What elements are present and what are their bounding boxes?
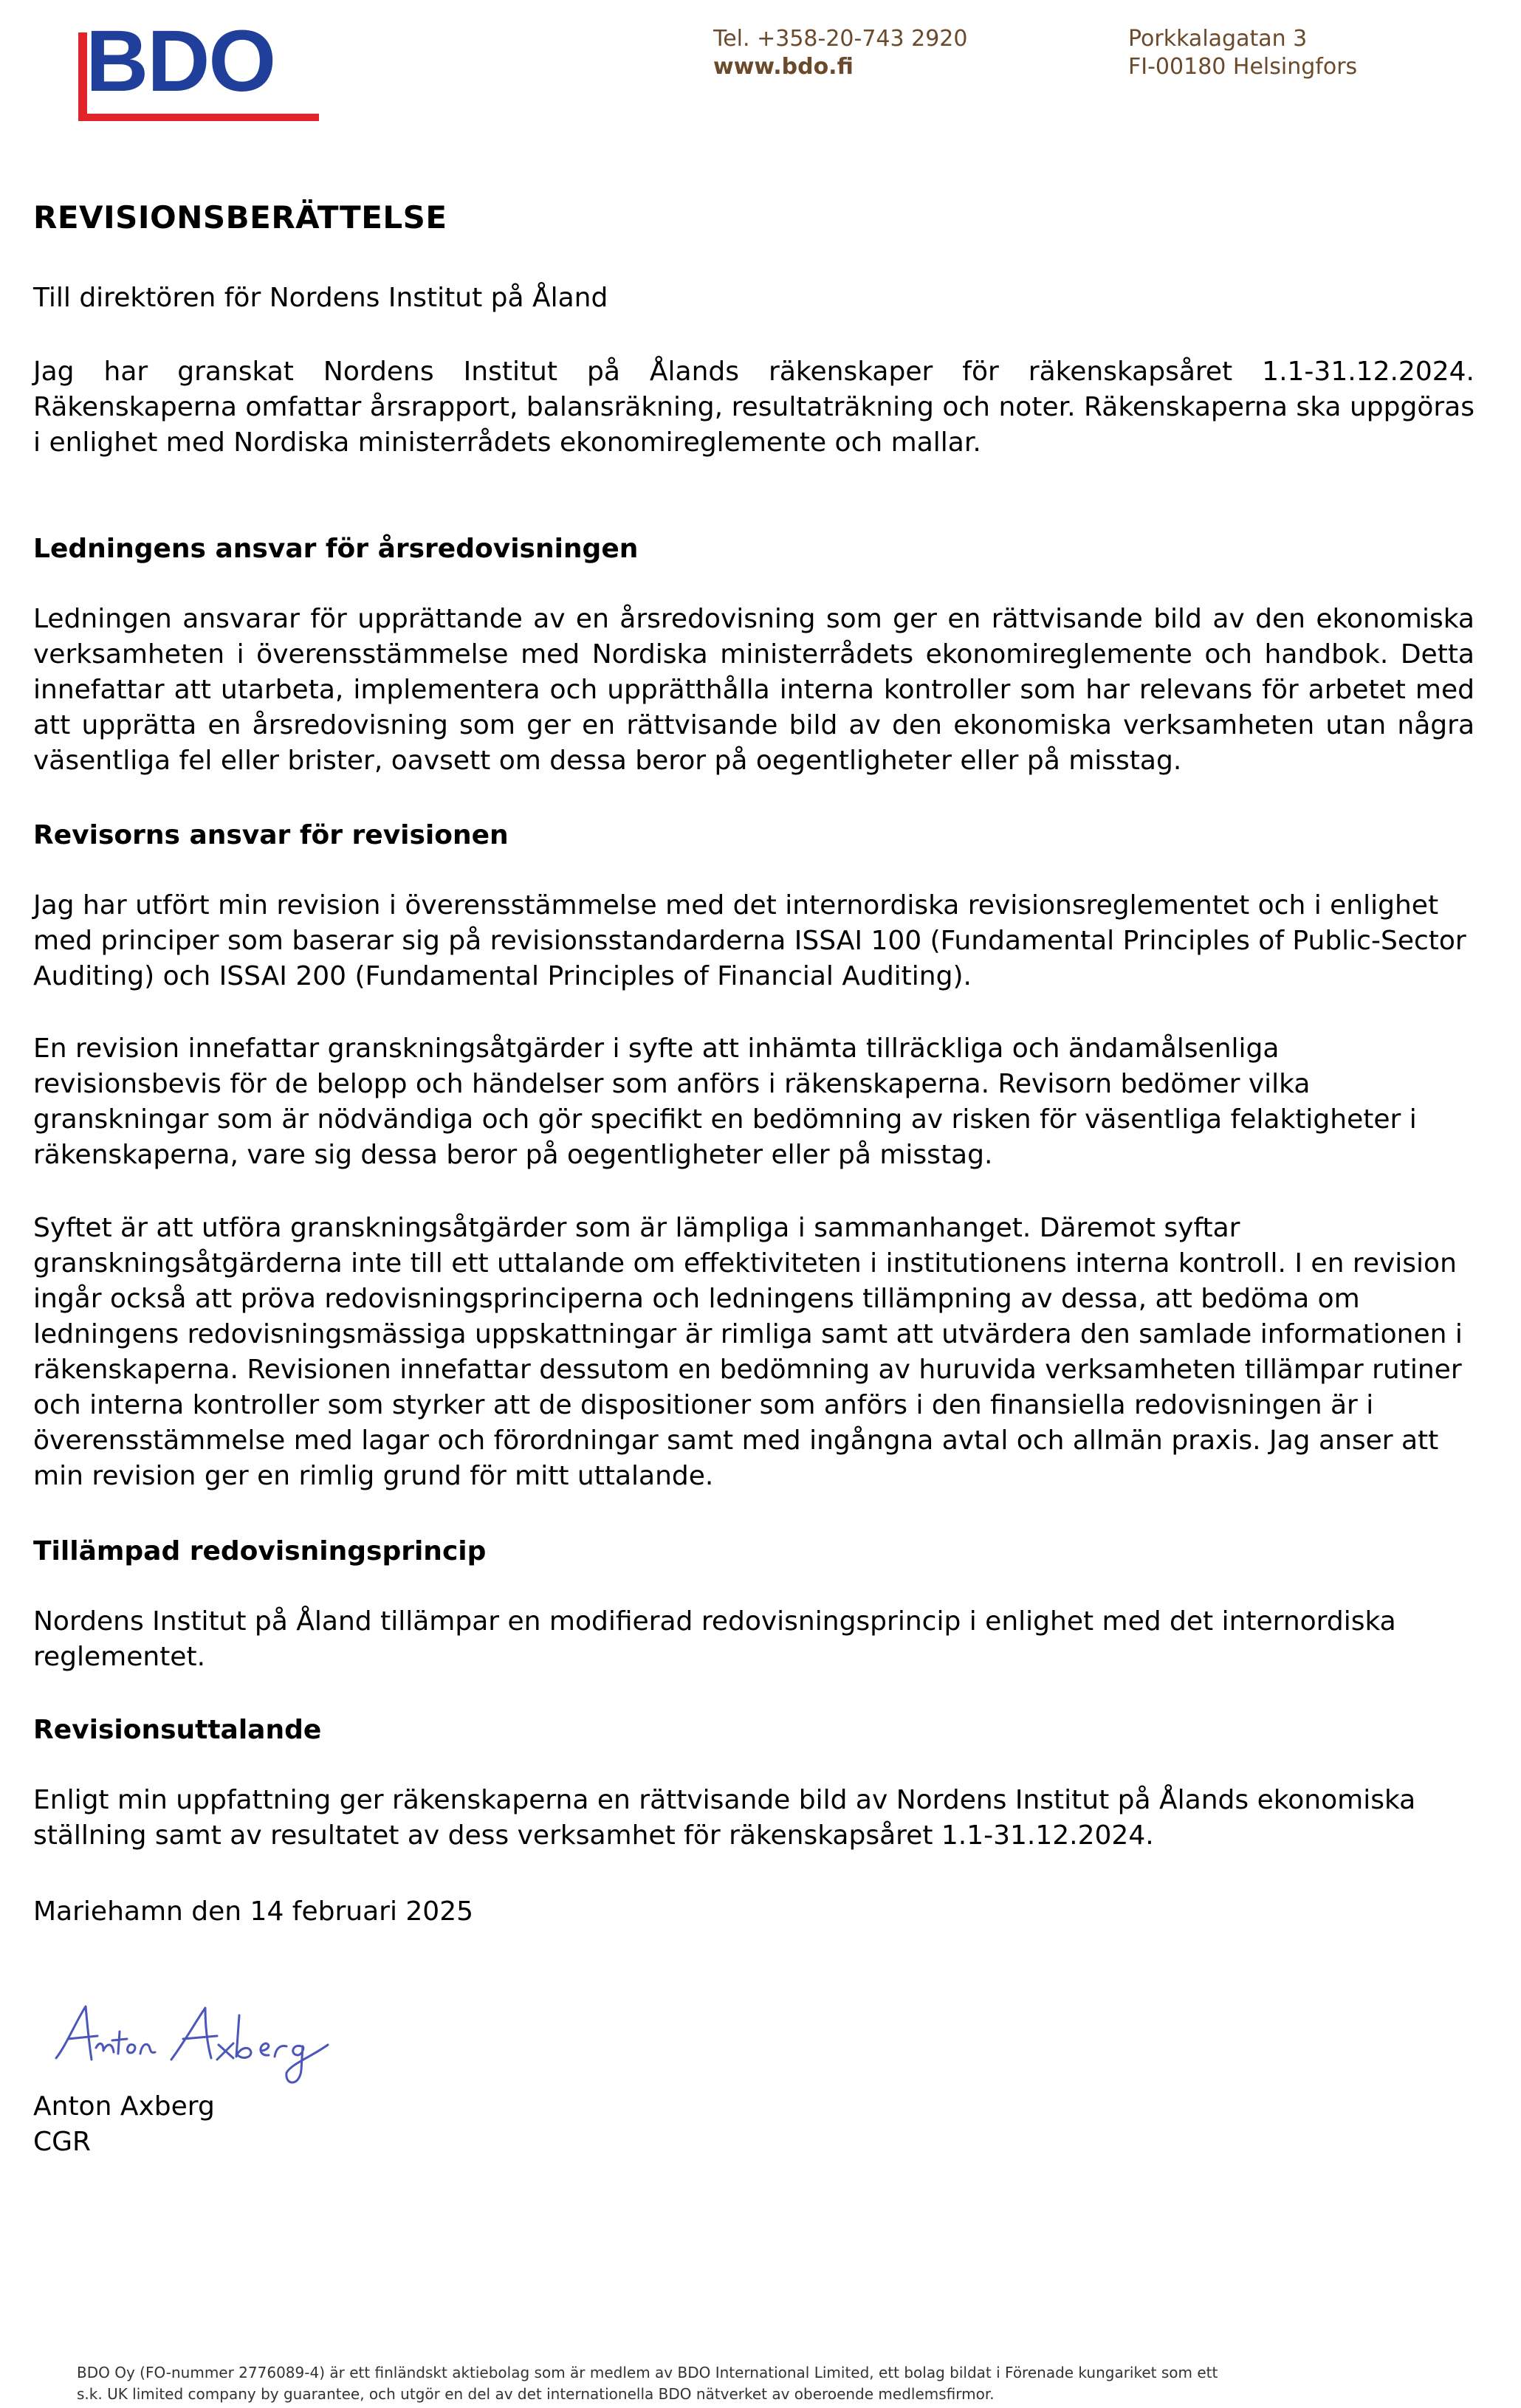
signer-name: Anton Axberg xyxy=(33,2091,215,2122)
street-address: Porkkalagatan 3 xyxy=(1128,26,1308,52)
paragraph-accounting-principle: Nordens Institut på Åland tillämpar en modifierad redovisningsprincip i enlighet med det internordiska reglementet. xyxy=(33,1606,1396,1672)
phone-number: Tel. +358-20-743 2920 xyxy=(713,26,968,52)
footer-line-2: s.k. UK limited company by guarantee, och utgör en del av det internationella BDO nätverket av oberoende medlemsfirmor. xyxy=(77,2385,995,2403)
city-address: FI-00180 Helsingfors xyxy=(1128,54,1358,80)
addressee: Till direktören för Nordens Institut på Åland xyxy=(33,283,608,313)
paragraph-management: Ledningen ansvarar för upprättande av en årsredovisning som ger en rättvisande bild av den ekonomiska verksamheten i överensstämmelse med Nordiska ministerrådets ekonomireglemente och handbok. Detta innefattar att utarbeta, implementera och upprätthålla interna kontroller som har relevans för arbetet med att upprätta en årsredovisning som ger en rättvisande bild av den ekonomiska verksamheten utan några väsentliga fel eller brister, oavsett om dessa beror på oegentligheter eller på misstag. xyxy=(33,604,1474,776)
website-link[interactable]: www.bdo.fi xyxy=(713,54,854,80)
section-heading-management: Ledningens ansvar för årsredovisningen xyxy=(33,534,639,564)
contact-address xyxy=(1128,25,1357,81)
signature-stroke xyxy=(171,2008,211,2060)
signature-stroke xyxy=(56,2006,92,2060)
paragraph-auditor-1: Jag har utfört min revision i överensstämmelse med det internordiska revisionsreglementet och i enlighet med principer som baserar sig på revisionsstandarderna ISSAI 100 (Fundamental Principles of Public-Sector Auditing) och ISSAI 200 (Fundamental Principles of Financial Auditing). xyxy=(33,890,1466,991)
logo-red-underline xyxy=(78,114,319,121)
signature-stroke xyxy=(68,2036,97,2039)
signature-stroke xyxy=(261,2043,286,2057)
signature-stroke xyxy=(236,2015,251,2057)
signature-stroke xyxy=(96,2032,155,2054)
section-heading-accounting-principle: Tillämpad redovisningsprincip xyxy=(33,1536,487,1566)
bdo-logo xyxy=(78,13,322,123)
contact-phone-web xyxy=(713,25,967,81)
intro-paragraph: Jag har granskat Nordens Institut på Ålands räkenskaper för räkenskapsåret 1.1-31.12.2024. Räkenskaperna omfattar årsrapport, balansräkning, resultaträkning och noter. Räkenskaperna ska uppgöras i enlighet med Nordiska ministerrådets ekonomireglemente och mallar. xyxy=(33,357,1474,458)
paragraph-opinion: Enligt min uppfattning ger räkenskaperna en rättvisande bild av Nordens Institut på Ålands ekonomiska ställning samt av resultatet av dess verksamhet för räkenskapsåret 1.1-31.12.2024. xyxy=(33,1785,1416,1851)
logo-text: BDO xyxy=(86,13,275,110)
paragraph-auditor-2: En revision innefattar granskningsåtgärder i syfte att inhämta tillräckliga och ändamålsenliga revisionsbevis för de belopp och händelser som anförs i räkenskaperna. Revisorn bedömer vilka granskningar som är nödvändiga och gör specifikt en bedömning av risken för väsentliga felaktigheter i räkenskaperna, vare sig dessa beror på oegentligheter eller på misstag. xyxy=(33,1033,1417,1170)
document-title: REVISIONSBERÄTTELSE xyxy=(33,199,447,235)
paragraph-auditor-3: Syftet är att utföra granskningsåtgärder som är lämpliga i sammanhanget. Däremot syftar granskningsåtgärderna inte till ett uttalande om effektiviteten i institutionens interna kontroll. I en revision ingår också att pröva redovisningsprinciperna och ledningens tillämpning av dessa, att bedöma om ledningens redovisningsmässiga uppskattningar är rimliga samt att utvärdera den samlade informationen i räkenskaperna. Revisionen innefattar dessutom en bedömning av huruvida verksamheten tillämpar rutiner och interna kontroller som styrker att de dispositioner som anförs i den finansiella redovisningen är i överensstämmelse med lagar och förordningar samt med ingångna avtal och allmän praxis. Jag anser att min revision ger en rimlig grund för mitt uttalande. xyxy=(33,1213,1463,1491)
signature-stroke xyxy=(286,2045,328,2082)
footer-line-1: BDO Oy (FO-nummer 2776089-4) är ett finländskt aktiebolag som är medlem av BDO International Limited, ett bolag bildat i Förenade kungariket som ett xyxy=(77,2364,1218,2381)
section-heading-opinion: Revisionsuttalande xyxy=(33,1715,322,1745)
signer-title: CGR xyxy=(33,2127,92,2157)
section-heading-auditor: Revisorns ansvar för revisionen xyxy=(33,820,509,850)
place-and-date: Mariehamn den 14 februari 2025 xyxy=(33,1896,474,1927)
handwritten-signature xyxy=(53,1993,363,2104)
company-footer xyxy=(77,2362,1406,2405)
signature-stroke xyxy=(217,2043,233,2060)
